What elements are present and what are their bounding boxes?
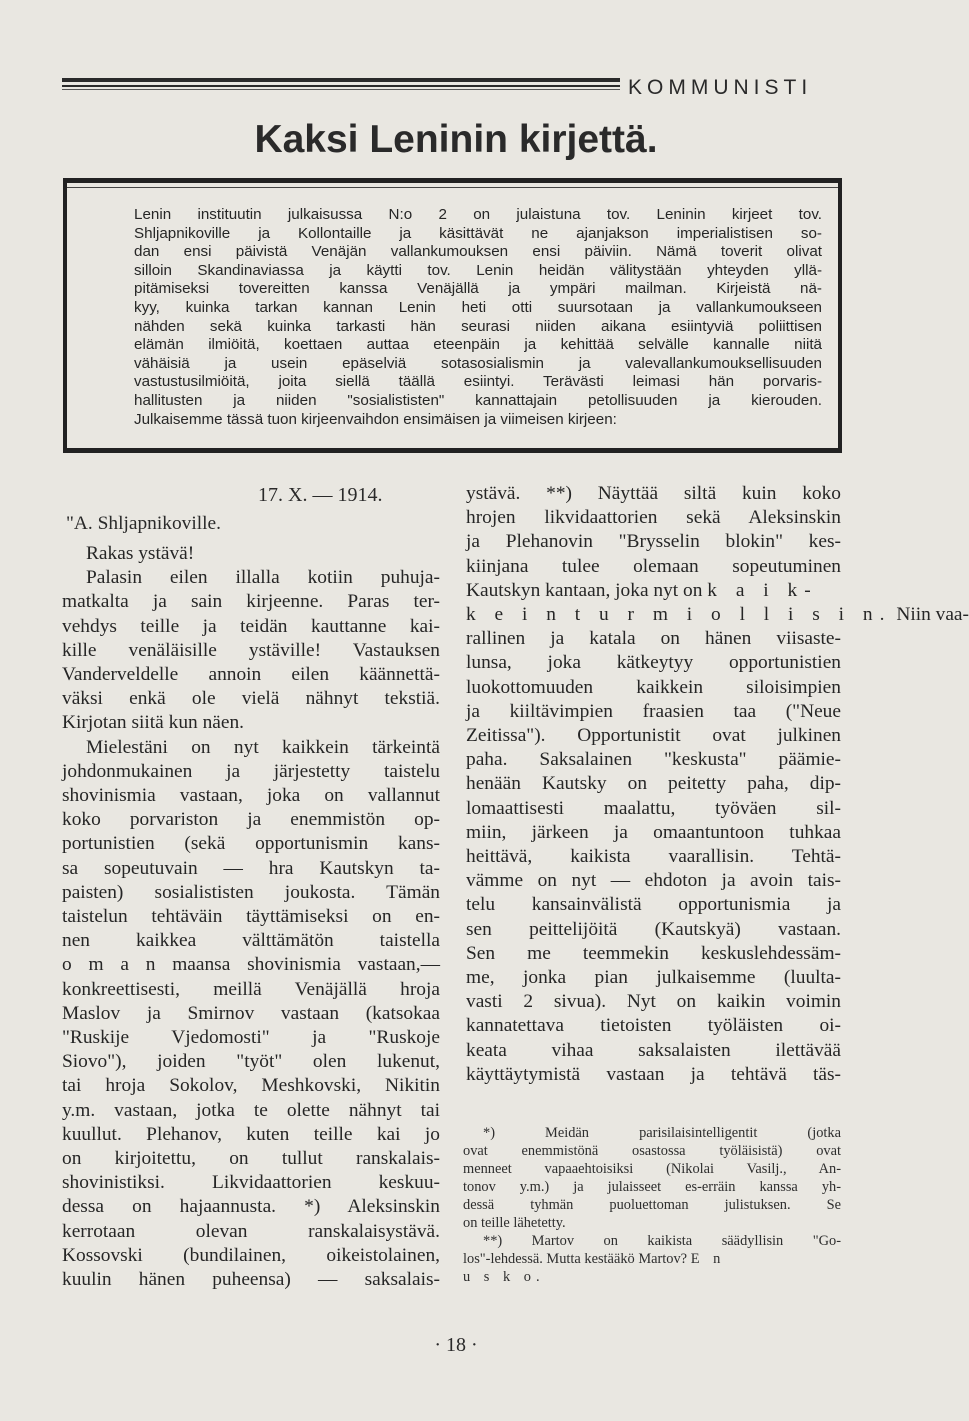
body-line: "Ruskije Vjedomosti" ja "Ruskoje <box>62 1027 440 1049</box>
body-line: Mielestäni on nyt kaikkein tärkeintä <box>86 736 440 758</box>
page-number: · 18 · <box>434 1334 478 1356</box>
body-line: keata vihaa saksalaisten ilettävää <box>466 1039 841 1061</box>
intro-line: elämän ilmiöitä, koettaen auttaa eteenpäin ja kehittää selvälle kannalle niitä <box>134 336 822 354</box>
intro-line: silloin Skandinaviassa ja käytti tov. Lenin heidän välitystään yhteyden yllä- <box>134 261 822 279</box>
intro-line: pitämiseksi tovereitten kanssa Venäjällä ja ympäri mailman. Kirjeistä nä- <box>134 280 822 298</box>
running-head: KOMMUNISTI <box>628 76 813 99</box>
body-line: sa sopeutuvain — hra Kautskyn ta- <box>62 857 440 879</box>
body-line: on kirjoitettu, on tullut ranskalais- <box>62 1148 440 1170</box>
footnotes <box>463 1124 841 1286</box>
body-line: käyttäytymistä vastaan ja tehtävä täs- <box>466 1063 841 1085</box>
body-line: Sen me teemmekin keskuslehdessäm- <box>466 942 841 964</box>
spaced-emphasis: k e i n t u r m i o l l i s i n. <box>466 604 892 626</box>
body-line: kuullut. Plehanov, kuten teille kai jo <box>62 1123 440 1145</box>
footnote-line: ovat enemmistönä osastossa työläisistä) ovat <box>463 1143 841 1159</box>
footnote-text: los"-lehdessä. Mutta kestääkö Martov? <box>463 1251 688 1267</box>
body-line: rallinen ja katala on hänen viisaste- <box>466 628 841 650</box>
body-line <box>466 579 841 603</box>
body-line: konkreettisesti, meillä Venäjällä hroja <box>62 978 440 1000</box>
body-line: Zeitissa"). Opportunistit ovat julkinen <box>466 725 841 747</box>
body-line: taistelun tehtäväin täyttämiseksi on en- <box>62 906 440 928</box>
body-line: paha. Saksalainen "keskusta" päämie- <box>466 749 841 771</box>
body-line: Palasin eilen illalla kotiin puhuja- <box>86 567 440 589</box>
article-title: Kaksi Leninin kirjettä. <box>254 118 658 161</box>
body-line: Siovo"), joiden "työt" olen lukenut, <box>62 1051 440 1073</box>
body-line <box>466 603 969 627</box>
body-line: y.m. vastaan, jotka te olette nähnyt tai <box>62 1099 440 1121</box>
body-line: vehdys teille ja teidän kauttanne kai- <box>62 615 440 637</box>
body-line: Kossovski (bundilainen, oikeistolainen, <box>62 1244 440 1266</box>
body-line: kille venäläisille ystäville! Vastauksen <box>62 639 440 661</box>
body-line: ja Plehanovin "Brysselin blokin" kes- <box>466 531 841 553</box>
right-column <box>466 482 969 1087</box>
body-line: portunistien (sekä opportunismin kans- <box>62 833 440 855</box>
body-line: miin, järkeen ja omaantuntoon tuhkaa <box>466 821 841 843</box>
intro-line: vähäisiä ja usein epäselviä sotasosialismin ja valevallankumouksellisuuden <box>134 354 822 372</box>
body-line: kerrotaan olevan ranskalaisystävä. <box>62 1220 440 1242</box>
left-column <box>62 542 440 1292</box>
letter-date: 17. X. — 1914. <box>258 484 383 506</box>
body-line: tai hroja Sokolov, Meshkovski, Nikitin <box>62 1075 440 1097</box>
body-text: Kautskyn kantaan, joka nyt on <box>466 579 703 601</box>
footnote-line: u s k o. <box>463 1269 545 1285</box>
body-line: hrojen likvidaattorien sekä Aleksinskin <box>466 507 841 529</box>
footnote-line: menneet vapaaehtoisiksi (Nikolai Vasilj., An- <box>463 1161 841 1177</box>
body-line: koko porvariston ja enemmistön op- <box>62 809 440 831</box>
intro-line: Lenin instituutin julkaisussa N:o 2 on julaistuna tov. Leninin kirjeet tov. <box>134 206 822 223</box>
body-line: väksi enkä ole vielä nähnyt tekstiä. <box>62 688 440 710</box>
body-line: paisten) sosialististen joukosta. Tämän <box>62 881 440 903</box>
body-text: Niin vaa- <box>896 604 969 626</box>
body-line: vämme on nyt — ehdoton ja avoin tais- <box>466 870 841 892</box>
intro-line: hallitusten ja niiden "sosialististen" kannattajain petollisuuden ja kierouden. <box>134 391 822 409</box>
body-line: kannatettava tietoisten työläisten oi- <box>466 1015 841 1037</box>
body-line: sen peittelijöitä (Kautskyä) vastaan. <box>466 918 841 940</box>
body-line: o m a n maansa shovinismia vastaan,— <box>62 954 440 976</box>
body-line: dessa on hajaannusta. *) Aleksinskin <box>62 1196 440 1218</box>
body-line: ystävä. **) Näyttää siltä kuin koko <box>466 483 841 504</box>
body-line: Maslov ja Smirnov vastaan (katsokaa <box>62 1002 440 1024</box>
body-line: vasti 2 sivua). Nyt on kaikin voimin <box>466 991 841 1013</box>
body-line: lunsa, joka kätkeytyy opportunistien <box>466 652 841 674</box>
body-line: kuulin hänen puheensa) — saksalais- <box>62 1269 440 1291</box>
body-line: shovinismia vastaan, joka on vallannut <box>62 785 440 807</box>
body-line: shovinistiksi. Likvidaattorien keskuu- <box>62 1172 440 1194</box>
intro-line: Julkaisemme tässä tuon kirjeenvaihdon ensimäisen ja viimeisen kirjeen: <box>134 410 617 428</box>
body-line: telu kansainvälistä opportunismia ja <box>466 894 841 916</box>
footnote-line: tonov y.m.) ja julaisseet es-erräin kanssa yh- <box>463 1179 841 1195</box>
spaced-emphasis: k a i k- <box>707 579 818 601</box>
footnote-line: **) Martov on kaikista säädyllisin "Go- <box>483 1233 841 1249</box>
body-line: matkalta ja sain kirjeenne. Paras ter- <box>62 591 440 613</box>
body-line: ja kiiltävimpien fraasien taa ("Neue <box>466 700 841 722</box>
body-line: henään Kautsky on peitetty paha, dip- <box>466 773 841 795</box>
footnote-line: on teille lähetetty. <box>463 1215 566 1231</box>
footnote-line: dessä tyhmän puoluettoman julistuksen. Se <box>463 1197 841 1213</box>
body-line: me, jonka pian julkaisemme (luulta- <box>466 967 841 989</box>
header-rule <box>62 78 620 92</box>
body-line: nen kaikkea välttämätön taistella <box>62 930 440 952</box>
intro-line: Shljapnikoville ja Kollontaille ja käsittävät ne ajanjakson imperialistisen so- <box>134 224 822 242</box>
intro-line: nähden sekä kuinka tarkasti hän seurasi niiden aikana esiintyviä poliittisen <box>134 317 822 335</box>
body-line: Vanderveldelle annoin eilen käännettä- <box>62 664 440 686</box>
intro-text <box>134 206 834 429</box>
body-line: Kirjotan siitä kun näen. <box>62 712 245 734</box>
salutation: Rakas ystävä! <box>86 543 195 564</box>
body-line: lomaattisesti maalattu, työväen sil- <box>466 797 841 819</box>
footnote-line <box>463 1250 841 1268</box>
footnote-line: *) Meidän parisilaisintelligentit (jotka <box>483 1125 841 1141</box>
letter-addressee: "A. Shljapnikoville. <box>66 513 221 534</box>
intro-line: dan ensi päivistä Venäjän vallankumouksen ensi päiviin. Nämä toverit olivat <box>134 243 822 261</box>
body-line: johdonmukainen ja järjestetty taistelu <box>62 760 440 782</box>
body-line: heittävä, kaikista vaarallisin. Tehtä- <box>466 846 841 868</box>
intro-line: kyy, kuinka tarkan kannan Lenin heti otti suursotaan ja vallankumoukseen <box>134 298 822 316</box>
body-line: kiinjana tulee olemaan sopeutuminen <box>466 555 841 577</box>
intro-line: vastustusilmiöitä, joita siellä täällä esiintyi. Terävästi leimasi hän porvaris- <box>134 373 822 391</box>
body-line: luokottomuuden kaikkein siloisimpien <box>466 676 841 698</box>
spaced-emphasis: E n <box>690 1251 726 1267</box>
